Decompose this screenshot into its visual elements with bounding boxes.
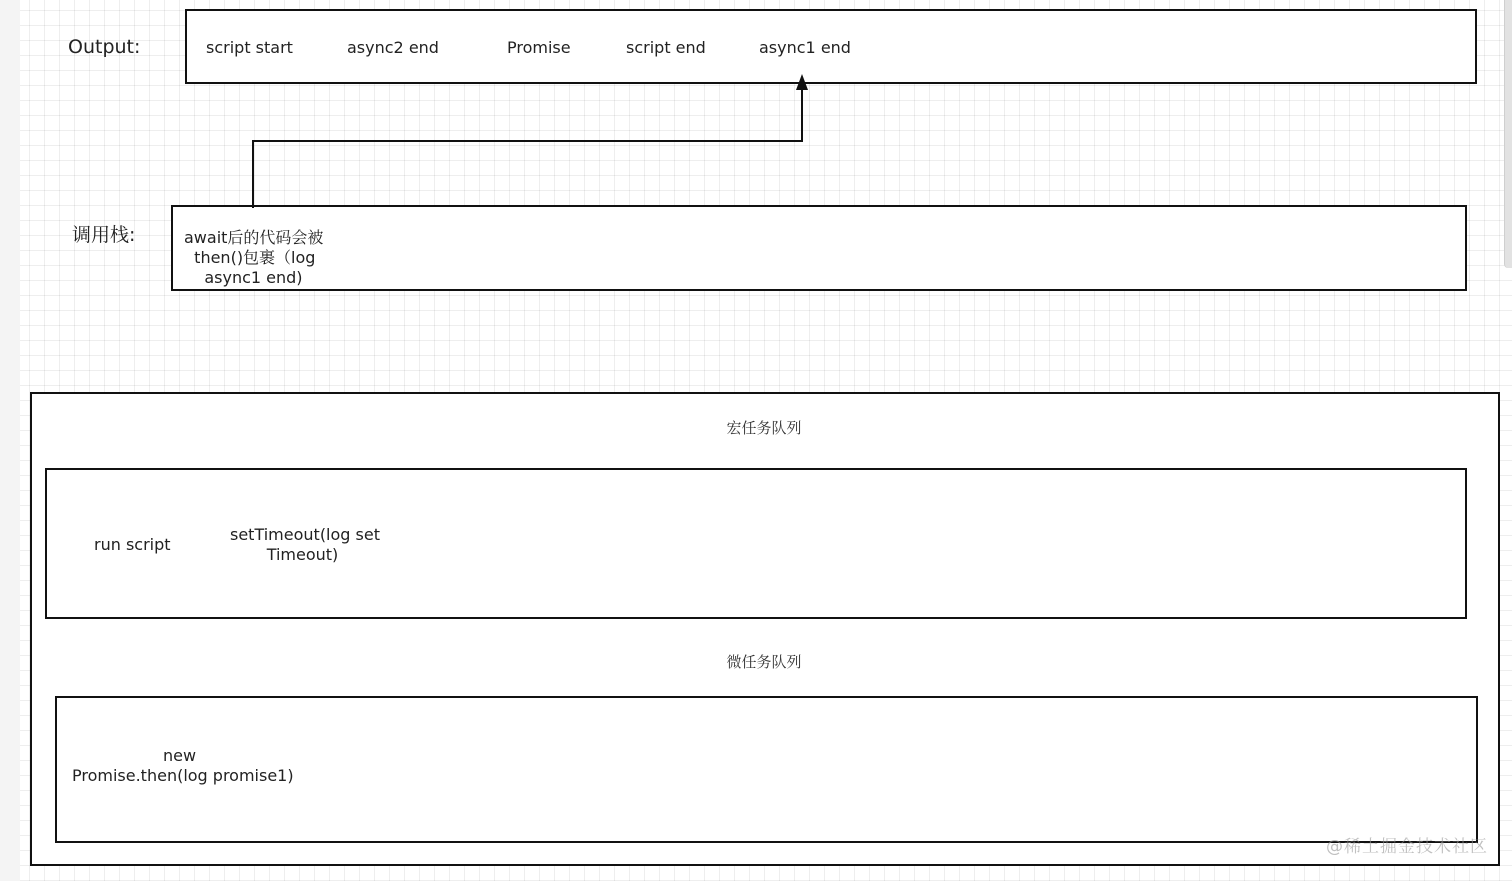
call-stack-item: await后的代码会被 then()包裹（log async1 end): [184, 228, 324, 287]
macro-queue-item: setTimeout(log set Timeout): [230, 525, 380, 564]
output-item: async2 end: [347, 38, 439, 57]
vertical-scrollbar[interactable]: [1504, 0, 1512, 268]
call-stack-box[interactable]: [171, 205, 1467, 291]
output-item: async1 end: [759, 38, 851, 57]
output-item: script start: [206, 38, 293, 57]
output-item: Promise: [507, 38, 571, 57]
macro-queue-title: 宏任务队列: [726, 419, 802, 437]
micro-queue-item: new Promise.then(log promise1): [72, 746, 294, 785]
micro-queue-title: 微任务队列: [726, 653, 802, 671]
watermark: @稀土掘金技术社区: [1326, 837, 1488, 857]
call-stack-label: 调用栈:: [72, 224, 136, 246]
output-label: Output:: [68, 36, 141, 58]
macro-queue-item: run script: [94, 535, 171, 554]
output-item: script end: [626, 38, 706, 57]
